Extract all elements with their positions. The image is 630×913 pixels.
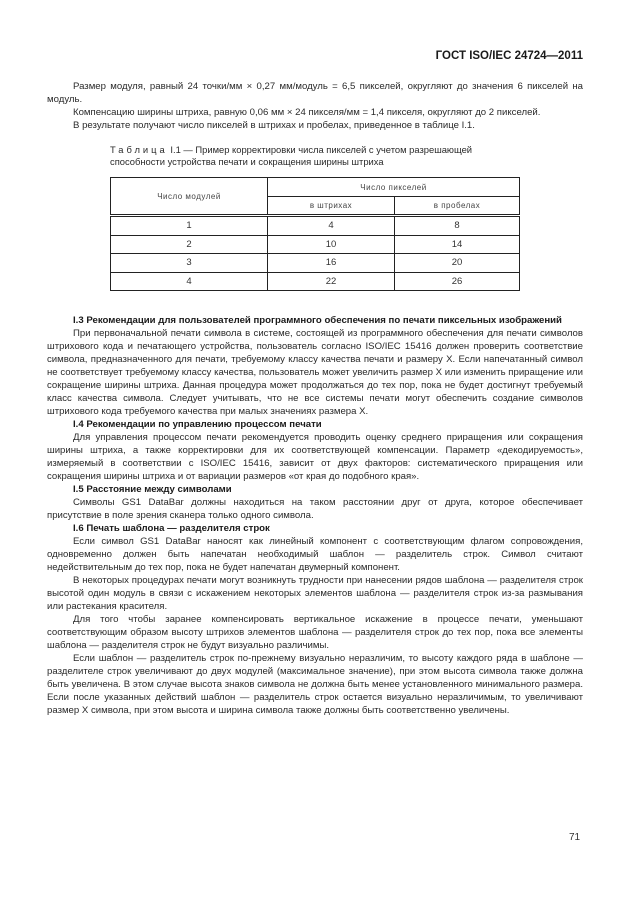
cell-spaces: 8 [395,216,520,236]
section-heading-i6: I.6 Печать шаблона — разделителя строк [73,523,270,534]
paragraph: Для управления процессом печати рекомендуется проводить оценку среднего приращения или сокращения ширины штриха, а также корректировки для их соответствующей компенсации. Параметр «декодируемость», измеряемый в соответствии с ISO/IEC 15416, зависит от двух факторов: систематического приращения или сокращения ширины штриха и от вариации размеров «от края до подобного края». [47,432,583,482]
table-caption-label: Таблица [110,144,168,155]
table-row [111,254,520,273]
header-pixels: Число пикселей [268,178,520,197]
page-number: 71 [569,832,581,843]
header-bars: в штрихах [268,197,395,216]
table-row [111,272,520,291]
cell-bars: 22 [268,272,395,291]
pixel-table [110,177,520,291]
section-heading-i5: I.5 Расстояние между символами [73,484,232,495]
cell-bars: 16 [268,254,395,273]
paragraph: Для того чтобы заранее компенсировать вертикальное искажение в процессе печати, уменьшают соответствующим образом высоту штрихов элементов шаблона — разделителя строк до тех пор, пока все элементы шаблона — разделителя строк не будут визуально различимы. [47,614,583,651]
paragraph: Размер модуля, равный 24 точки/мм × 0,27 мм/модуль = 6,5 пикселей, округляют до значения 6 пикселей на модуль. [47,81,583,105]
paragraph: В некоторых процедурах печати могут возникнуть трудности при нанесении рядов шаблона — разделителя строк высотой один модуль в связи с искажением некоторых элементов шаблона — разделителя строк из-за размывания или растекания красителя. [47,575,583,612]
cell-bars: 10 [268,235,395,254]
cell-spaces: 14 [395,235,520,254]
paragraph: При первоначальной печати символа в системе, состоящей из программного обеспечения для печати символов штрихового кода и печатающего устройства, пользователь согласно ISO/IEC 15416 должен проверить соответствие символа, предназначенного для печати, требуемому классу качества печати и размеру X. Если напечатанный символ не соответствует требуемому классу качества, пользователь может увеличить размер X или изменить приращение или сокращение ширины штриха. Данная процедура может продолжаться до тех пор, пока не будет достигнут требуемый класс качества символа. Следует учитывать, что не все системы печати могут обеспечить создание символов штрихового кода требуемого качества при малых значениях размера X. [47,328,583,417]
document-header: ГОСТ ISO/IEC 24724—2011 [435,50,583,62]
cell-modules: 2 [111,235,268,254]
paragraph: В результате получают число пикселей в штрихах и пробелах, приведенное в таблице I.1. [73,120,475,131]
table-caption [110,144,522,168]
intro-text [47,80,583,132]
cell-modules: 4 [111,272,268,291]
paragraph: Компенсацию ширины штриха, равную 0,06 мм × 24 пикселя/мм = 1,4 пикселя, округляют до 2 пикселей. [73,107,541,118]
table-row [111,235,520,254]
body-text [47,314,583,717]
cell-modules: 1 [111,216,268,236]
table-row [111,216,520,236]
paragraph: Если шаблон — разделитель строк по-прежнему визуально неразличим, то высоту каждого ряда в шаблоне — разделителе строк увеличивают до двух модулей (максимальное значение), при этом высота символа также должна быть увеличена. В этом случае высота знаков символа не должна быть менее установленного минимального размера. Если после указанных действий шаблон — разделитель строк остается визуально неразличимым, то увеличивают размер X символа, при этом высота и ширина символа также должны быть соответственно увеличены. [47,653,583,716]
paragraph: Если символ GS1 DataBar наносят как линейный компонент с соответствующим флагом сопровождения, одновременно должен быть напечатан необходимый шаблон — разделитель строк. Символ считают недействительным до тех пор, пока не будет напечатан двумерный компонент. [47,536,583,573]
cell-bars: 4 [268,216,395,236]
header-spaces: в пробелах [395,197,520,216]
cell-spaces: 20 [395,254,520,273]
header-modules: Число модулей [111,178,268,216]
table-caption-text: I.1 — Пример корректировки числа пикселей с учетом разрешающей способности устройства печати и сокращения ширины штриха [110,144,473,167]
section-heading-i3: I.3 Рекомендации для пользователей программного обеспечения по печати пиксельных изображений [73,315,562,326]
cell-modules: 3 [111,254,268,273]
cell-spaces: 26 [395,272,520,291]
section-heading-i4: I.4 Рекомендации по управлению процессом печати [73,419,322,430]
paragraph: Символы GS1 DataBar должны находиться на таком расстоянии друг от друга, которое обеспечивает присутствие в поле зрения сканера только одного символа. [47,497,583,521]
